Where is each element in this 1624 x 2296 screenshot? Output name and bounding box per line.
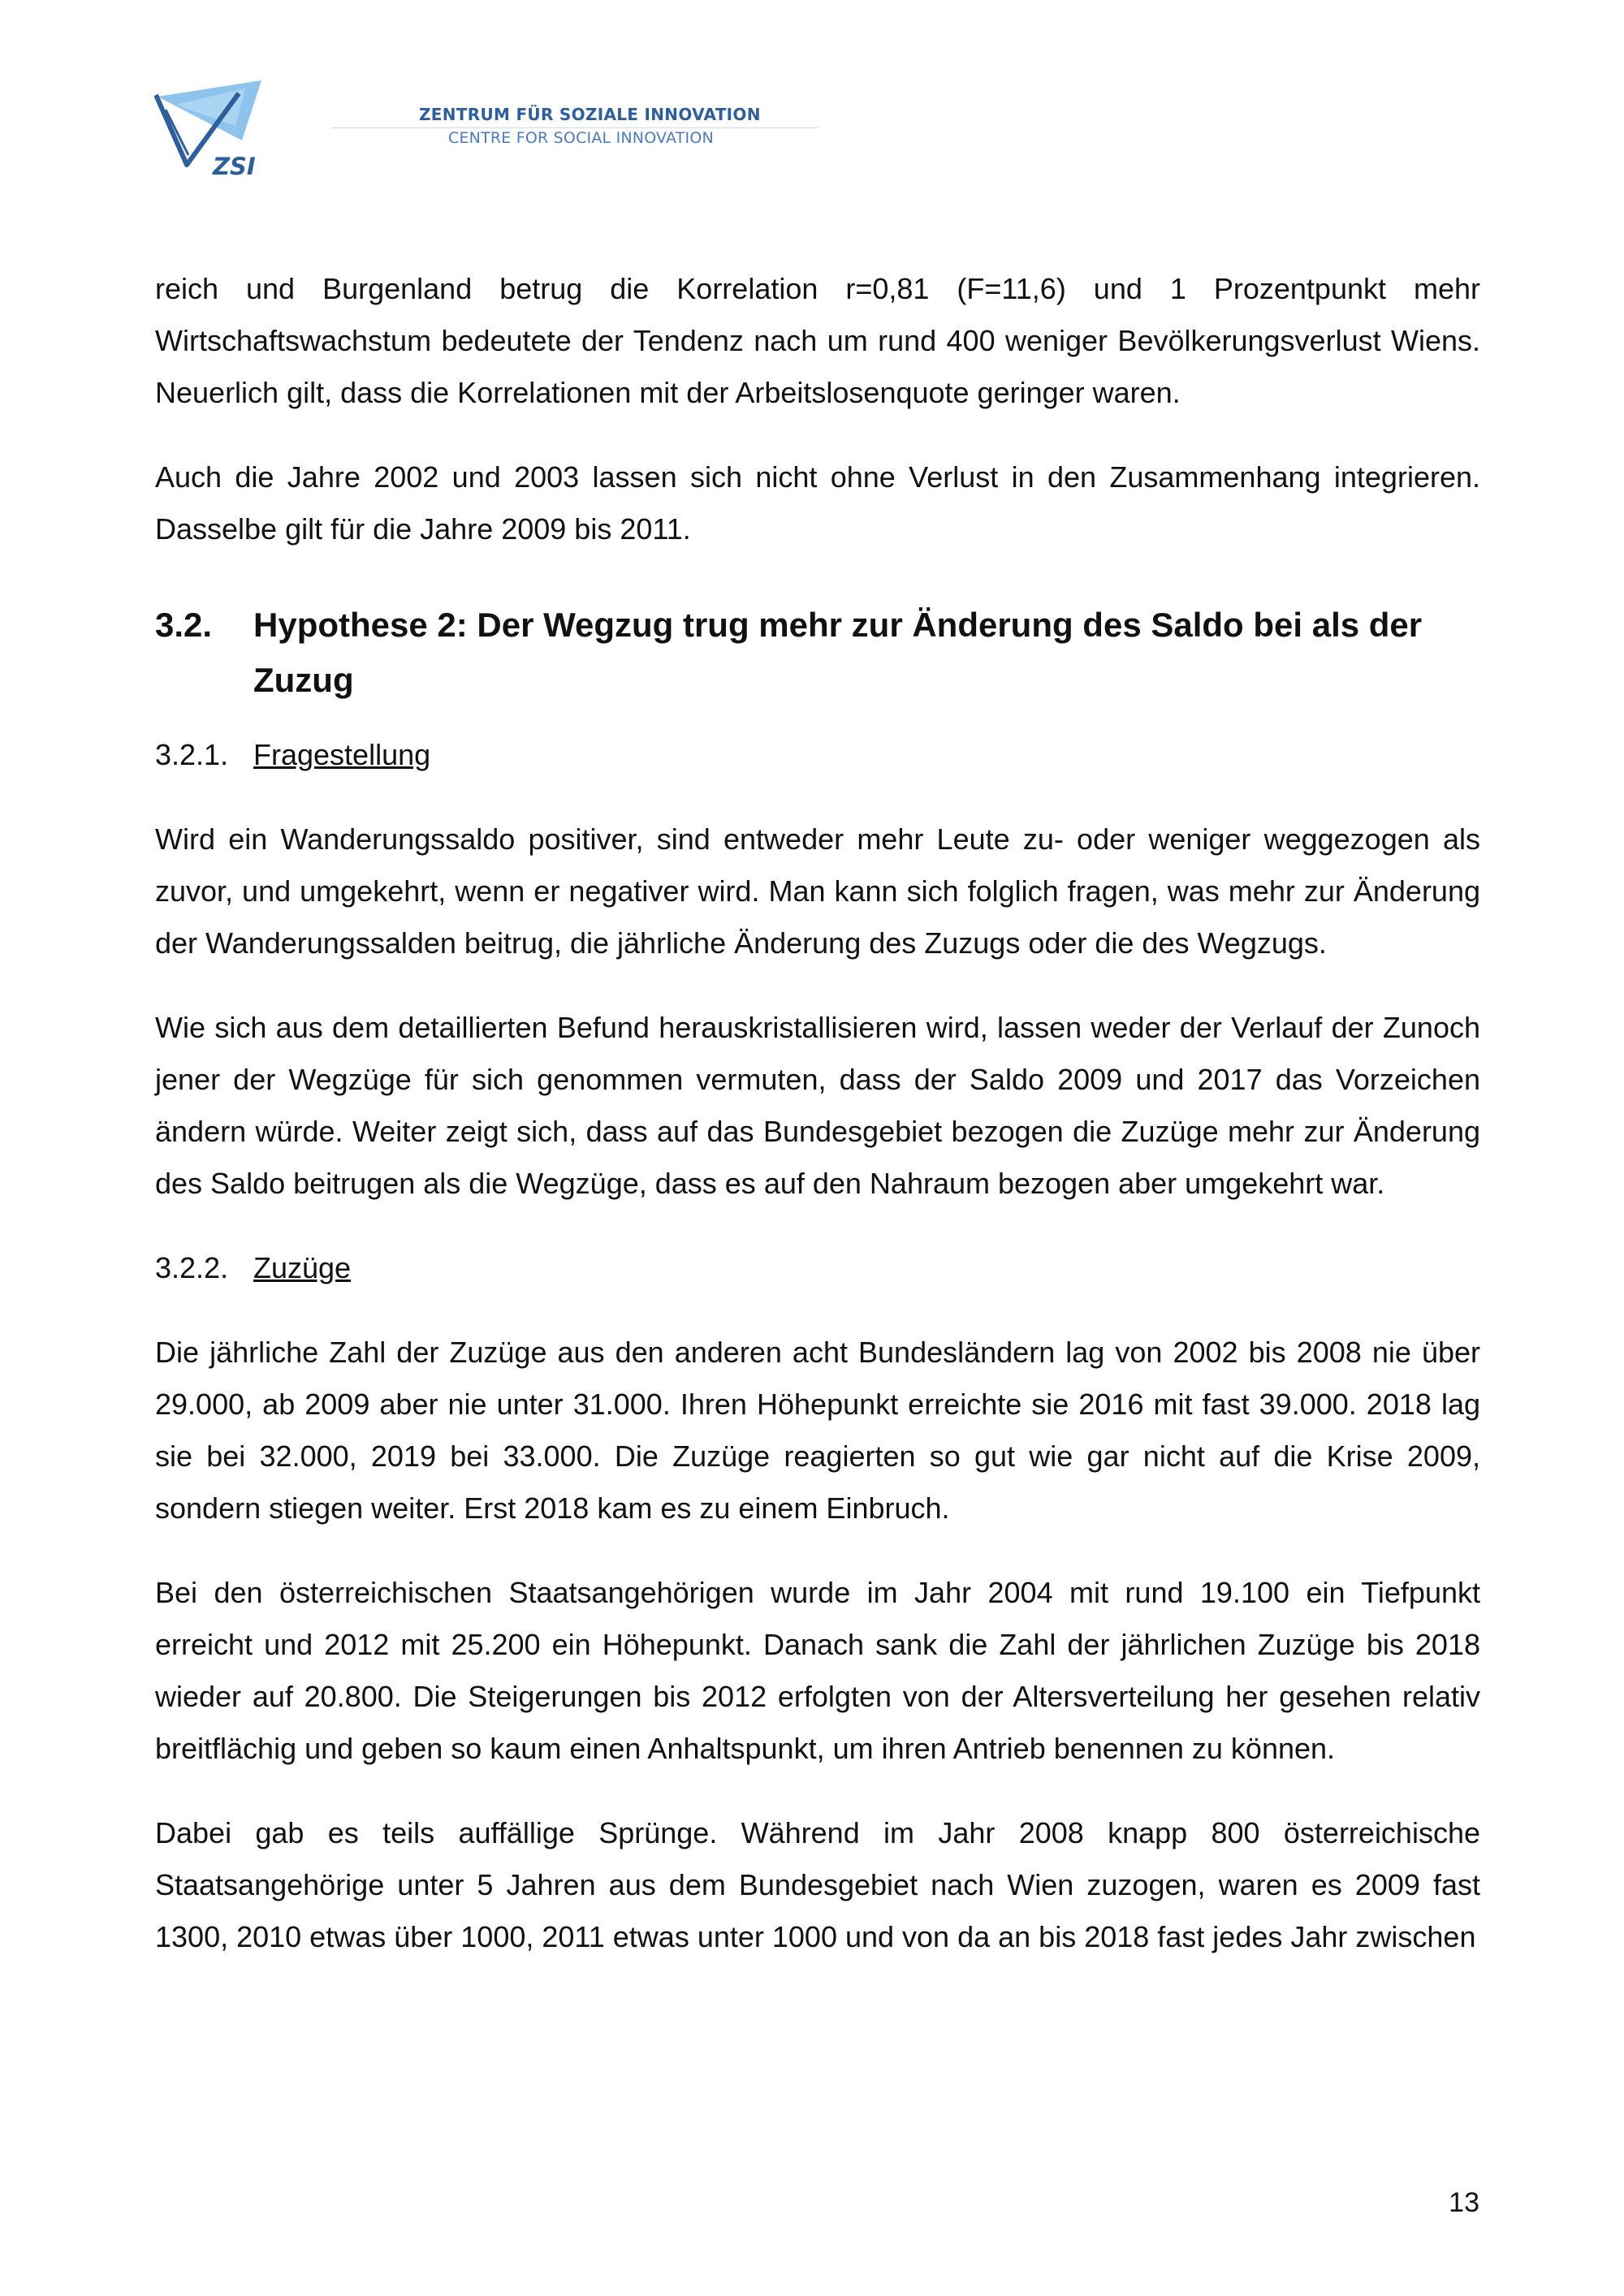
paragraph: Auch die Jahre 2002 und 2003 lassen sich nicht ohne Verlust in den Zusammenhang integrieren. Dasselbe gilt für die Jahre 2009 bis 2011. [155,460,1480,546]
paragraph: Die jährliche Zahl der Zuzüge aus den anderen acht Bundesländern lag von 2002 bis 2008 nie über 29.000, ab 2009 aber nie unter 31.000. Ihren Höhepunkt erreichte sie 2016 mit fast 39.000. 2018 lag sie bei 32.000, 2019 bei 33.000. Die Zuzüge reagierten so gut wie gar nicht auf die Krise 2009, sondern stiegen weiter. Erst 2018 kam es zu einem Einbruch. [155,1336,1480,1525]
paragraph: Wird ein Wanderungssaldo positiver, sind entweder mehr Leute zu- oder weniger weggezogen als zuvor, und umgekehrt, wenn er negativer wird. Man kann sich folglich fragen, was mehr zur Änderung der Wanderungssalden beitrug, die jährliche Änderung des Zuzugs oder die des Wegzugs. [155,822,1480,960]
org-name-english: CENTRE FOR SOCIAL INNOVATION [448,129,714,147]
zsi-logo-icon [154,77,268,179]
section-heading [155,598,1480,708]
org-name-german: ZENTRUM FÜR SOZIALE INNOVATION [419,105,761,124]
subsection-heading [155,729,1480,781]
paragraph: reich und Burgenland betrug die Korrelation r=0,81 (F=11,6) und 1 Prozentpunkt mehr Wirtschaftswachstum bedeutete der Tendenz nach um rund 400 weniger Bevölkerungsverlust Wiens. Neuerlich gilt, dass die Korrelationen mit der Arbeitslosenquote geringer waren. [155,272,1480,409]
subsection-number: 3.2.2. [155,1251,229,1284]
section-number: 3.2. [155,606,213,644]
page-header [154,77,836,179]
paragraph: Wie sich aus dem detaillierten Befund herauskristallisieren wird, lassen weder der Verlauf der Zunoch jener der Wegzüge für sich genommen vermuten, dass der Saldo 2009 und 2017 das Vorzeichen ändern würde. Weiter zeigt sich, dass auf das Bundesgebiet bezogen die Zuzüge mehr zur Änderung des Saldo beitrugen als die Wegzüge, dass es auf den Nahraum bezogen aber umgekehrt war. [155,1011,1480,1200]
page-number: 13 [1449,2187,1479,2218]
zsi-logo [154,77,268,179]
paragraph: Dabei gab es teils auffällige Sprünge. Während im Jahr 2008 knapp 800 österreichische Staatsangehörige unter 5 Jahren aus dem Bundesgebiet nach Wien zuzogen, waren es 2009 fast 1300, 2010 etwas über 1000, 2011 etwas unter 1000 und von da an bis 2018 fast jedes Jahr zwischen [155,1816,1480,1953]
subsection-title: Fragestellung [253,738,431,771]
header-divider [331,127,818,128]
logo-text: ZSI [213,153,256,179]
page-body [155,263,1480,1996]
subsection-heading [155,1242,1480,1294]
subsection-title: Zuzüge [253,1251,352,1284]
section-title: Hypothese 2: Der Wegzug trug mehr zur Änderung des Saldo bei als der Zuzug [253,606,1423,699]
subsection-number: 3.2.1. [155,738,229,771]
paragraph: Bei den österreichischen Staatsangehörigen wurde im Jahr 2004 mit rund 19.100 ein Tiefpunkt erreicht und 2012 mit 25.200 ein Höhepunkt. Danach sank die Zahl der jährlichen Zuzüge bis 2018 wieder auf 20.800. Die Steigerungen bis 2012 erfolgten von der Altersverteilung her gesehen relativ breitflächig und geben so kaum einen Anhaltspunkt, um ihren Antrieb benennen zu können. [155,1576,1480,1765]
